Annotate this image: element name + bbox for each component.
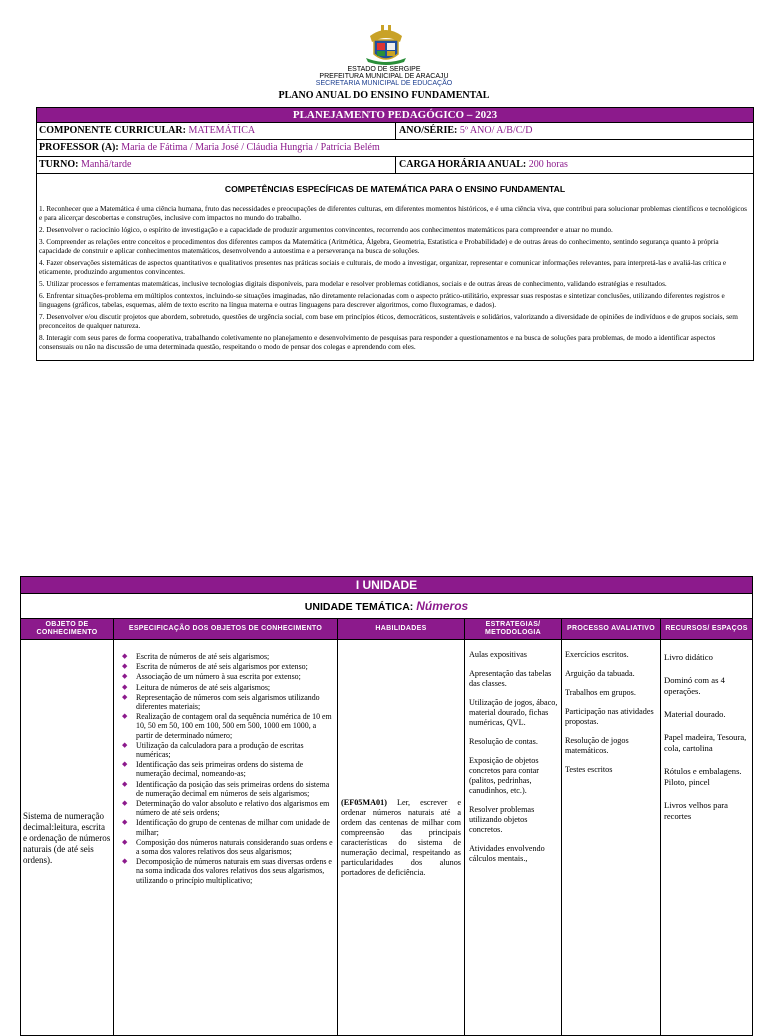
header-prefeitura: PREFEITURA MUNICIPAL DE ARACAJU	[319, 73, 449, 80]
estrategia-item: Resolver problemas utilizando objetos concretos.	[469, 805, 535, 834]
competencia-item: 2. Desenvolver o raciocínio lógico, o espírito de investigação e a capacidade de produzir argumentos convincentes, recorrendo aos conhecimentos matemáticos para compreender e atuar no mundo.	[39, 225, 613, 234]
objeto-cell	[21, 640, 114, 1036]
recursos-cell	[661, 640, 752, 1036]
planejamento-title: PLANEJAMENTO PEDAGÓGICO – 2023	[37, 108, 753, 122]
ano-value: 5º ANO/ A/B/C/D	[459, 125, 533, 136]
professor-label: PROFESSOR (A):	[39, 142, 119, 153]
list-item: ◆ Determinação do valor absoluto e relativo dos algarismos em número de até seis ordens;	[122, 799, 333, 817]
professor-value: Maria de Fátima / Maria José / Cláudia Hungria / Patrícia Belém	[121, 142, 380, 153]
estrategia-item: Utilização de jogos, ábaco, material dourado, fichas numéricas, QVL.	[469, 698, 558, 727]
avaliativo-item: Resolução de jogos matemáticos.	[565, 736, 629, 755]
recurso-item: Material dourado.	[664, 709, 726, 719]
especificacao-list	[114, 652, 337, 885]
column-header: ESTRATEGIAS/ METODOLOGIA	[465, 619, 562, 639]
estrategia-item: Atividades envolvendo cálculos mentais.,	[469, 844, 545, 863]
habilidade-code: (EF05MA01)	[341, 798, 387, 807]
estrategias-cell	[465, 640, 562, 1036]
competencias-title: COMPETÊNCIAS ESPECÍFICAS DE MATEMÁTICA PARA O ENSINO FUNDAMENTAL	[224, 184, 566, 194]
list-item: ◆ Utilização da calculadora para a produção de escritas numéricas;	[122, 741, 333, 759]
avaliativo-cell	[562, 640, 661, 1036]
avaliativo-item: Trabalhos em grupos.	[565, 688, 636, 697]
planejamento-table	[36, 107, 754, 361]
estrategia-item: Exposição de objetos concretos para contar (palitos, pedrinhas, canudinhos, etc.).	[469, 756, 540, 795]
recurso-item: Papel madeira, Tesoura, cola, cartolina	[664, 732, 747, 753]
turno-label: TURNO:	[39, 159, 79, 170]
competencia-item: 1. Reconhecer que a Matemática é uma ciência humana, fruto das necessidades e preocupações de diferentes culturas, em diferentes momentos históricos, e é uma ciência viva, que contribui para solucionar problemas científicos e tecnológicos e para alicerçar descobertas e construções, inclusive com impactos no mundo do trabalho.	[39, 204, 747, 222]
competencia-item: 7. Desenvolver e/ou discutir projetos que abordem, sobretudo, questões de urgência social, com base em princípios éticos, democráticos, sustentáveis e solidários, valorizando a diversidade de opiniões de indivíduos e de grupos sociais, sem preconceitos de qualquer natureza.	[39, 312, 738, 330]
competencia-item: 8. Interagir com seus pares de forma cooperativa, trabalhando coletivamente no planejamento e desenvolvimento de pesquisas para responder a questionamentos e na busca de soluções para problemas, de modo a identificar aspectos consensuais ou não na discussão de uma determinada questão, respeitando o modo de pensar dos colegas e aprendendo com eles.	[39, 333, 716, 351]
tematica-label: UNIDADE TEMÁTICA:	[304, 601, 414, 613]
carga-value: 200 horas	[528, 159, 568, 170]
municipal-crest-logo	[362, 22, 410, 66]
list-item: ◆ Realização de contagem oral da sequência numérica de 10 em 10, 50 em 50, 100 em 100, 500 em 500, 1000 em 1000, a partir de determinado número;	[122, 712, 333, 740]
list-item: ◆ Identificação das seis primeiras ordens do sistema de numeração decimal, nomeando-as;	[122, 760, 333, 778]
column-header: RECURSOS/ ESPAÇOS	[665, 625, 748, 632]
list-item: ◆ Identificação da posição das seis primeiras ordens do sistema de numeração decimal em números de seis algarismos;	[122, 780, 333, 798]
competencia-item: 4. Fazer observações sistemáticas de aspectos quantitativos e qualitativos presentes nas práticas sociais e culturais, de modo a investigar, organizar, representar e comunicar informações relevantes, para interpretá-las e avaliá-las crítica e eticamente, produzindo argumentos convincentes.	[39, 258, 727, 276]
unidade-table	[20, 576, 753, 1036]
list-item: ◆ Composição dos números naturais considerando suas ordens e a soma dos valores relativos dos seus algarismos;	[122, 838, 333, 856]
header-estado: ESTADO DE SERGIPE	[347, 66, 421, 73]
list-item: ◆ Identificação do grupo de centenas de milhar com unidade de milhar;	[122, 818, 333, 836]
ano-label: ANO/SÉRIE:	[399, 125, 458, 136]
avaliativo-item: Testes escritos	[565, 765, 613, 774]
objeto-text: Sistema de numeração decimal:leitura, escrita e ordenação de números naturais (de até seis ordens).	[23, 810, 111, 865]
avaliativo-item: Arguição da tabuada.	[565, 669, 635, 678]
carga-label: CARGA HORÁRIA ANUAL:	[399, 159, 527, 170]
tematica-value: Números	[416, 599, 469, 613]
componente-label: COMPONENTE CURRICULAR:	[39, 125, 186, 136]
column-header: HABILIDADES	[338, 619, 465, 639]
especificacao-cell	[114, 640, 338, 1036]
list-item: ◆ Decomposição de números naturais em suas diversas ordens e na soma indicada dos valores relativos dos seus algarismos, utilizando o princípio multiplicativo;	[122, 857, 333, 885]
competencias-section	[37, 173, 753, 360]
column-header: OBJETO DE CONHECIMENTO	[21, 619, 114, 639]
list-item: ◆ Associação de um número à sua escrita por extenso;	[122, 672, 333, 681]
column-header: ESPECIFICAÇÃO DOS OBJETOS DE CONHECIMENTO	[114, 619, 338, 639]
competencia-item: 6. Enfrentar situações-problema em múltiplos contextos, incluindo-se situações imaginadas, não diretamente relacionadas com o aspecto prático-utilitário, expressar suas respostas e sintetizar conclusões, utilizando diferentes registros e linguagens (gráficos, tabelas, esquemas, além de texto escrito na língua materna e outras linguagens para descrever algoritmos, como fluxogramas, e dados).	[39, 291, 725, 309]
unidade-tematica	[21, 593, 752, 618]
habilidade-cell	[338, 640, 465, 1036]
recurso-item: Livro didático	[664, 652, 713, 662]
column-headers	[21, 618, 752, 639]
header-secretaria: SECRETARIA MUNICIPAL DE EDUCAÇÃO	[315, 80, 453, 87]
list-item: ◆ Escrita de números de até seis algarismos;	[122, 652, 333, 661]
turno-value: Manhã/tarde	[80, 159, 132, 170]
list-item: ◆ Representação de números com seis algarismos utilizando diferentes materiais;	[122, 693, 333, 711]
estrategia-item: Resolução de contas.	[469, 737, 538, 746]
componente-value: MATEMÁTICA	[188, 125, 256, 136]
estrategia-item: Apresentação das tabelas das classes.	[469, 669, 552, 688]
habilidade-text	[341, 798, 461, 878]
list-item: ◆ Leitura de números de até seis algarismos;	[122, 683, 333, 692]
competencia-item: 5. Utilizar processos e ferramentas matemáticas, inclusive tecnologias digitais disponíveis, para modelar e resolver problemas cotidianos, sociais e de outras áreas de conhecimento, validando estratégias e resultados.	[39, 279, 667, 288]
estrategia-item: Aulas expositivas	[469, 650, 527, 659]
header-plano: PLANO ANUAL DO ENSINO FUNDAMENTAL	[278, 90, 490, 101]
avaliativo-item: Exercícios escritos.	[565, 650, 629, 659]
unidade-title: I UNIDADE	[21, 577, 752, 593]
recurso-item: Dominó com as 4 operações.	[664, 675, 725, 696]
column-header: PROCESSO AVALIATIVO	[562, 619, 661, 639]
recurso-item: Rótulos e embalagens. Piloto, pincel	[664, 766, 742, 787]
habilidade-description: Ler, escrever e ordenar números naturais até a ordem das centenas de milhar com compreensão das principais características do sistema de numeração decimal, respeitando as particularidades dos alunos portadores de deficiência.	[341, 798, 462, 877]
list-item: ◆ Escrita de números de até seis algarismos por extenso;	[122, 662, 333, 671]
avaliativo-item: Participação nas atividades propostas.	[565, 707, 654, 726]
recurso-item: Livros velhos para recortes	[664, 800, 728, 821]
competencia-item: 3. Compreender as relações entre conceitos e procedimentos dos diferentes campos da Matemática (Aritmética, Álgebra, Geometria, Estatística e Probabilidade) e de outras áreas do conhecimento, sentindo segurança quanto à própria capacidade de construir e aplicar conhecimentos matemáticos, desenvolvendo a autoestima e a perseverança na busca de soluções.	[39, 237, 719, 255]
unidade-row	[21, 639, 752, 1036]
